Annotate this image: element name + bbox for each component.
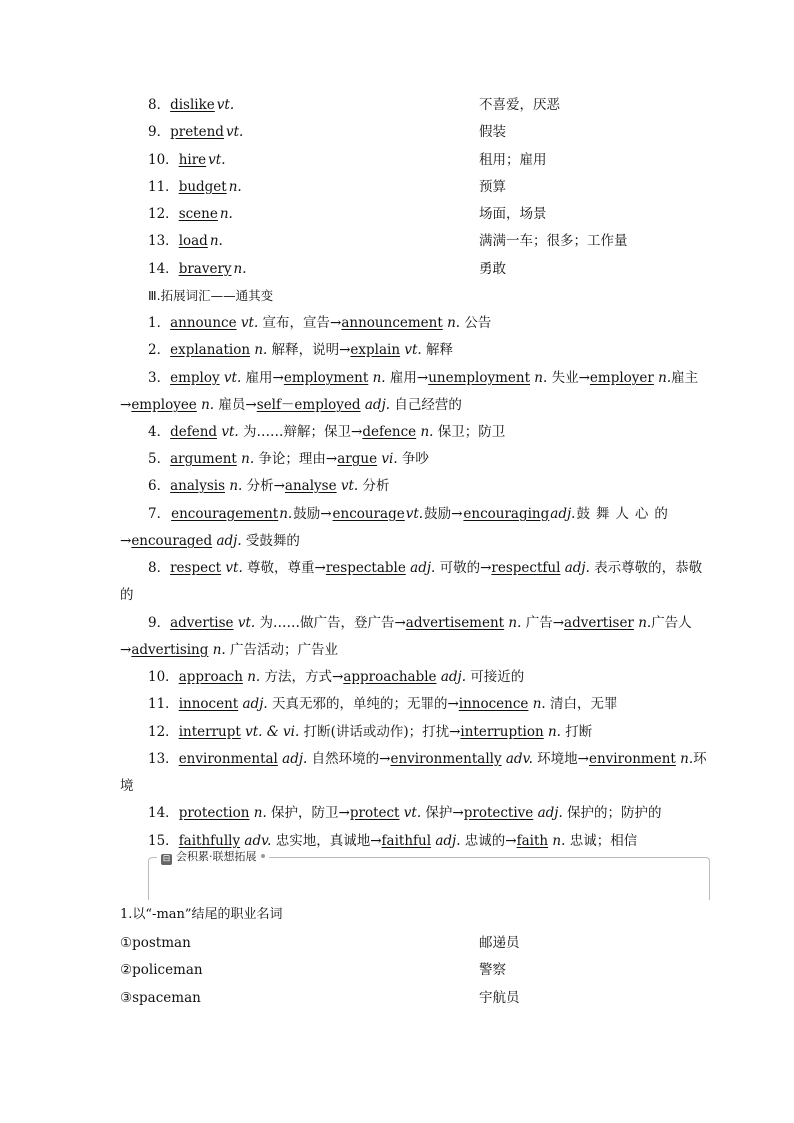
- vocab-word: budget: [178, 179, 227, 195]
- extension-item: [148, 368, 699, 388]
- item-number: 9．: [148, 124, 171, 140]
- part-of-speech: n.: [241, 451, 255, 467]
- meaning-text: 保卫；防卫: [433, 424, 506, 440]
- vocab-row: [0, 204, 794, 224]
- vocab-word: employment: [283, 370, 369, 386]
- part-of-speech: n.: [420, 424, 434, 440]
- part-of-speech: adj.: [537, 805, 563, 821]
- item-number: 8．: [148, 97, 171, 113]
- vocab-word: employer: [589, 370, 654, 386]
- vocab-word: protective: [463, 805, 534, 821]
- part-of-speech: vt.: [208, 152, 226, 168]
- part-of-speech: adj.: [564, 560, 590, 576]
- part-of-speech: vt.: [240, 315, 259, 331]
- part-of-speech: adv.: [505, 751, 533, 767]
- meaning-text: 可接近的: [466, 669, 525, 685]
- part-of-speech: n.: [552, 833, 566, 849]
- vocab-word: pretend: [170, 124, 224, 140]
- vocab-row: [0, 122, 794, 142]
- part-of-speech: n.: [229, 478, 243, 494]
- item-number: 4．: [148, 424, 171, 440]
- vocab-word: explanation: [170, 342, 251, 358]
- item-number: 13．: [148, 233, 179, 249]
- item-number: 10．: [148, 669, 179, 685]
- extension-item-continued: 境: [120, 778, 134, 794]
- vocab-word: scene: [178, 206, 218, 222]
- part-of-speech: adj.: [242, 696, 268, 712]
- vocab-word: faith: [516, 833, 549, 849]
- meaning-text: 自然环境的→: [307, 751, 391, 767]
- vocab-word: analysis: [170, 478, 226, 494]
- extension-item-continued: 的: [120, 587, 134, 603]
- item-number: 10．: [148, 152, 179, 168]
- meaning-text: 保护的；防护的: [562, 805, 662, 821]
- meaning-text: 受鼓舞的: [241, 533, 300, 549]
- extension-item: [148, 749, 707, 769]
- part-of-speech: vt.: [223, 370, 242, 386]
- vocab-word: faithful: [381, 833, 432, 849]
- extension-item: [148, 449, 429, 469]
- meaning-text: 保护，防卫→: [266, 805, 350, 821]
- vocab-word: encouragement: [171, 506, 279, 522]
- meaning-text: 雇员→: [214, 397, 257, 413]
- meaning-text: 解释: [421, 342, 453, 358]
- meaning-text: 为……做广告，登广告→: [255, 615, 406, 631]
- extension-item: [148, 313, 491, 333]
- vocab-word: advertisement: [405, 615, 505, 631]
- item-number: 15．: [148, 833, 179, 849]
- part-of-speech: vt.: [225, 124, 244, 140]
- part-of-speech: n.: [253, 805, 267, 821]
- meaning-text: 天真无邪的，单纯的；无罪的→: [267, 696, 459, 712]
- item-number: 12．: [148, 724, 179, 740]
- part-of-speech: vt.: [340, 478, 359, 494]
- vocab-meaning: 不喜爱，厌恶: [479, 97, 560, 113]
- man-section-title: 1.以“-man”结尾的职业名词: [120, 907, 283, 922]
- item-number: 7．: [148, 506, 171, 522]
- meaning-text: 解释，说明→: [267, 342, 351, 358]
- vocab-word: argue: [337, 451, 378, 467]
- meaning-text: 忠实地，真诚地→: [271, 833, 382, 849]
- vocab-row: [0, 231, 794, 251]
- arrow: →: [120, 397, 132, 413]
- part-of-speech: n.: [209, 233, 223, 249]
- item-number: 3．: [148, 370, 171, 386]
- vocab-word: respect: [170, 560, 222, 576]
- man-word: ②policeman: [120, 962, 203, 978]
- item-number: 1．: [148, 315, 171, 331]
- vocab-word: approach: [178, 669, 243, 685]
- part-of-speech: adj.: [216, 533, 242, 549]
- meaning-text: 打断(讲话或动作)；打扰→: [299, 724, 461, 740]
- meaning-text: 分析: [358, 478, 390, 494]
- meaning-text: 表示尊敬的，恭敬: [589, 560, 703, 576]
- meaning-text: 方法，方式→: [260, 669, 344, 685]
- part-of-speech: n.: [534, 370, 548, 386]
- vocab-word: analyse: [284, 478, 337, 494]
- part-of-speech: adj.: [364, 397, 391, 413]
- item-number: 12．: [148, 206, 179, 222]
- vocab-word: load: [178, 233, 208, 249]
- vocab-meaning: 场面，场景: [479, 206, 547, 222]
- vocab-word: argument: [170, 451, 237, 467]
- vocab-word: encourage: [332, 506, 405, 522]
- meaning-text: 广告人: [651, 615, 692, 631]
- extension-item: [148, 558, 702, 578]
- extension-item: [148, 831, 637, 851]
- vocab-word: respectable: [325, 560, 406, 576]
- man-meaning: 邮递员: [479, 935, 520, 951]
- vocab-row: [0, 95, 794, 115]
- part-of-speech: vt.: [221, 424, 239, 440]
- vocab-row: [0, 150, 794, 170]
- meaning-text: 雇用→: [385, 370, 429, 386]
- box-title-text: 会积累·联想拓展: [176, 850, 257, 863]
- meaning-text: 鼓舞人心的: [576, 506, 674, 522]
- vocab-word: self－employed: [256, 397, 361, 413]
- part-of-speech: vt.: [404, 342, 422, 358]
- vocab-word: faithfully: [178, 833, 241, 849]
- meaning-text: 忠诚的→: [460, 833, 517, 849]
- meaning-text: 失业→: [547, 370, 590, 386]
- part-of-speech: adj.: [282, 751, 308, 767]
- part-of-speech: adj.: [435, 833, 461, 849]
- part-of-speech: n.: [372, 370, 386, 386]
- man-meaning: 宇航员: [479, 990, 520, 1006]
- part-of-speech: n.: [212, 642, 226, 658]
- item-number: 14．: [148, 261, 179, 277]
- box-title: [157, 849, 269, 865]
- vocab-word: bravery: [178, 261, 232, 277]
- part-of-speech: n.: [508, 615, 522, 631]
- vocab-word: innocent: [178, 696, 239, 712]
- meaning-text: 为……辩解；保卫→: [238, 424, 363, 440]
- vocab-word: interruption: [460, 724, 544, 740]
- extension-item: [148, 722, 592, 742]
- extension-item: [148, 694, 618, 714]
- vocab-word: protect: [349, 805, 400, 821]
- extension-item: [148, 476, 390, 496]
- vocab-word: employee: [131, 397, 197, 413]
- meaning-text: 雇主: [671, 370, 699, 386]
- vocab-meaning: 满满一车；很多；工作量: [479, 233, 628, 249]
- vocab-word: environment: [589, 751, 676, 767]
- meaning-text: 分析→: [242, 478, 285, 494]
- arrow: →: [120, 533, 132, 549]
- vocab-word: innocence: [458, 696, 529, 712]
- part-of-speech: adj.: [410, 560, 436, 576]
- vocab-row: [0, 259, 794, 279]
- meaning-text: 清白，无罪: [545, 696, 618, 712]
- dot-icon: [261, 854, 265, 858]
- extension-item: [148, 340, 453, 360]
- part-of-speech: n.: [254, 342, 268, 358]
- vocab-meaning: 预算: [479, 179, 506, 195]
- vocab-meaning: 勇敢: [479, 261, 506, 277]
- part-of-speech: n.: [447, 315, 461, 331]
- meaning-text: 争论；理由→: [254, 451, 338, 467]
- arrow: →: [120, 642, 132, 658]
- part-of-speech: vt.: [216, 97, 235, 113]
- part-of-speech: n.: [233, 261, 247, 277]
- vocab-word: advertising: [131, 642, 209, 658]
- collapse-icon: ⊟: [162, 854, 171, 864]
- man-word-row: [0, 960, 794, 980]
- meaning-text: 雇用→: [241, 370, 284, 386]
- man-word-row: [0, 988, 794, 1008]
- vocab-word: protection: [178, 805, 250, 821]
- extension-item: [148, 422, 505, 442]
- man-word-row: [0, 933, 794, 953]
- meaning-text: 广告活动；广告业: [225, 642, 338, 658]
- extension-item: [148, 613, 692, 633]
- vocab-word: approachable: [343, 669, 437, 685]
- extension-item: [148, 803, 662, 823]
- section-heading: Ⅲ.拓展词汇——通其变: [148, 288, 274, 303]
- vocab-word: unemployment: [428, 370, 530, 386]
- vocab-word: encouraged: [131, 533, 213, 549]
- meaning-text: 保护→: [421, 805, 464, 821]
- item-number: 14．: [148, 805, 179, 821]
- meaning-text: 自己经营的: [390, 397, 462, 413]
- meaning-text: 尊敬，尊重→: [242, 560, 326, 576]
- meaning-text: 宣布，宣告→: [258, 315, 342, 331]
- accumulation-box: [148, 850, 710, 900]
- vocab-word: interrupt: [178, 724, 241, 740]
- extension-item-continued: [120, 640, 338, 660]
- part-of-speech: vt.: [403, 805, 422, 821]
- extension-item: [148, 667, 524, 687]
- item-number: 5．: [148, 451, 171, 467]
- part-of-speech: n.: [247, 669, 261, 685]
- meaning-text: 打断: [560, 724, 593, 740]
- vocab-word: defence: [362, 424, 417, 440]
- vocab-word: environmental: [178, 751, 278, 767]
- item-number: 2．: [148, 342, 171, 358]
- item-number: 13．: [148, 751, 179, 767]
- vocab-meaning: 假装: [479, 124, 506, 140]
- item-number: 11．: [148, 696, 179, 712]
- part-of-speech: n.: [228, 179, 242, 195]
- vocab-meaning: 租用；雇用: [479, 152, 547, 168]
- man-word: ③spaceman: [120, 990, 201, 1006]
- extension-item-continued: [120, 395, 462, 415]
- part-of-speech: vt.: [237, 615, 256, 631]
- part-of-speech: vt.: [405, 506, 424, 522]
- vocab-word: defend: [170, 424, 218, 440]
- vocab-word: announcement: [341, 315, 443, 331]
- part-of-speech: adj.: [440, 669, 466, 685]
- extension-item: [148, 504, 674, 524]
- meaning-text: 争吵: [397, 451, 429, 467]
- meaning-text: 环: [693, 751, 707, 767]
- meaning-text: 广告→: [521, 615, 565, 631]
- vocab-word: advertise: [170, 615, 234, 631]
- meaning-text: 可敬的→: [435, 560, 492, 576]
- part-of-speech: n.: [532, 696, 546, 712]
- meaning-text: 鼓励→: [293, 506, 332, 522]
- part-of-speech: n.: [638, 615, 652, 631]
- part-of-speech: n.: [680, 751, 694, 767]
- part-of-speech: n.: [658, 370, 672, 386]
- item-number: 8．: [148, 560, 171, 576]
- part-of-speech: vt. & vi.: [245, 724, 300, 740]
- item-number: 9．: [148, 615, 171, 631]
- vocab-word: respectful: [491, 560, 561, 576]
- vocab-word: advertiser: [564, 615, 634, 631]
- part-of-speech: adv.: [244, 833, 272, 849]
- part-of-speech: vt.: [225, 560, 243, 576]
- vocab-word: environmentally: [390, 751, 502, 767]
- vocab-word: announce: [170, 315, 237, 331]
- meaning-text: 忠诚；相信: [565, 833, 638, 849]
- meaning-text: 鼓励→: [424, 506, 463, 522]
- part-of-speech: n.: [201, 397, 215, 413]
- vocab-word: encouraging: [463, 506, 550, 522]
- item-number: 6．: [148, 478, 171, 494]
- part-of-speech: n.: [279, 506, 293, 522]
- vocab-word: dislike: [170, 97, 215, 113]
- man-word: ①postman: [120, 935, 191, 951]
- part-of-speech: vi.: [381, 451, 398, 467]
- man-meaning: 警察: [479, 962, 506, 978]
- vocab-row: [0, 177, 794, 197]
- extension-item-continued: [120, 531, 300, 551]
- meaning-text: 公告: [460, 315, 492, 331]
- part-of-speech: adj.: [550, 506, 576, 522]
- part-of-speech: n.: [219, 206, 233, 222]
- vocab-word: hire: [178, 152, 207, 168]
- meaning-text: 环境地→: [532, 751, 589, 767]
- part-of-speech: n.: [547, 724, 561, 740]
- vocab-word: explain: [350, 342, 401, 358]
- item-number: 11．: [148, 179, 179, 195]
- vocab-word: employ: [170, 370, 220, 386]
